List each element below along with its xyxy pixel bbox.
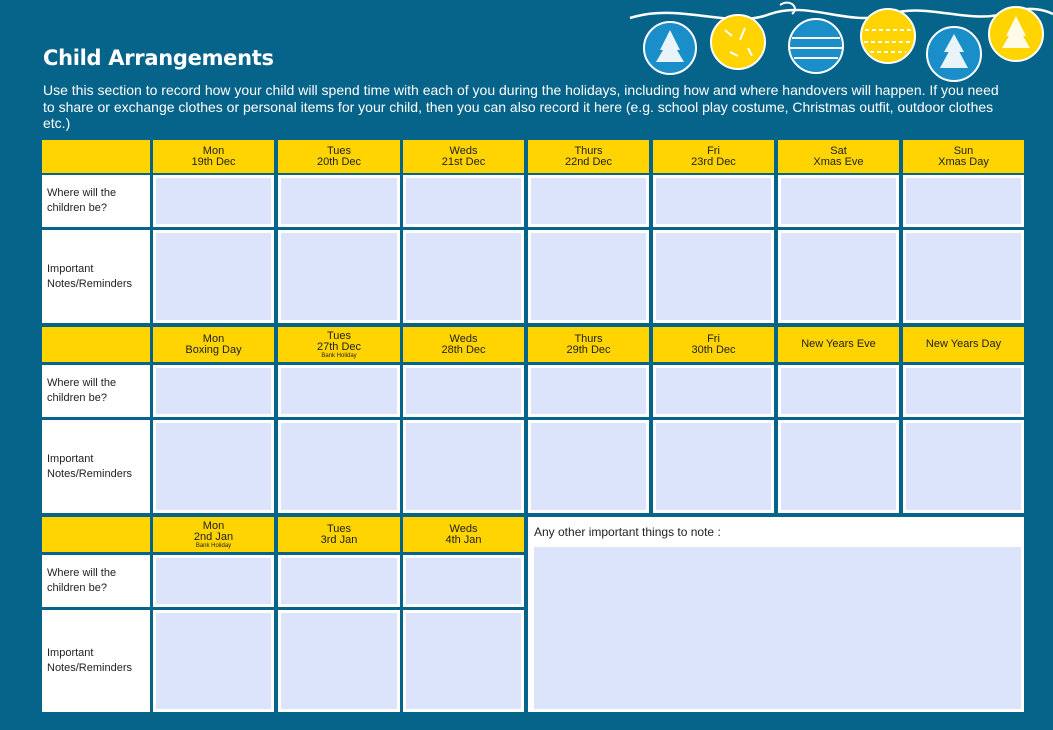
day-name: Tues bbox=[326, 329, 352, 342]
where-field[interactable] bbox=[903, 175, 1024, 227]
day-date: 23rd Dec bbox=[691, 155, 736, 168]
day-name: Thurs bbox=[574, 332, 603, 345]
row-label-notes bbox=[42, 420, 150, 513]
day-name: Sat bbox=[830, 144, 847, 157]
input-area[interactable] bbox=[156, 423, 271, 510]
day-header bbox=[778, 327, 899, 362]
day-header bbox=[653, 327, 774, 362]
where-field[interactable] bbox=[153, 365, 274, 417]
input-area[interactable] bbox=[281, 178, 397, 224]
input-area[interactable] bbox=[656, 178, 771, 224]
where-field[interactable] bbox=[278, 175, 400, 227]
row-label-text bbox=[47, 262, 132, 292]
input-area[interactable] bbox=[906, 178, 1021, 224]
notes-field[interactable] bbox=[653, 420, 774, 513]
day-name: Sun bbox=[953, 144, 974, 157]
input-area[interactable] bbox=[156, 558, 271, 604]
where-field[interactable] bbox=[278, 365, 400, 417]
day-name: Mon bbox=[202, 519, 225, 532]
row-label-text bbox=[47, 566, 116, 596]
label-line: Notes/Reminders bbox=[47, 467, 132, 480]
label-line: Notes/Reminders bbox=[47, 662, 132, 674]
header-corner bbox=[42, 327, 150, 362]
header-corner bbox=[42, 517, 150, 552]
row-label-where bbox=[42, 175, 150, 227]
day-header bbox=[903, 140, 1024, 173]
where-field[interactable] bbox=[153, 555, 274, 607]
label-line: Where will the bbox=[47, 187, 117, 199]
input-area[interactable] bbox=[156, 613, 271, 709]
input-area[interactable] bbox=[906, 368, 1021, 414]
input-area[interactable] bbox=[406, 178, 521, 224]
notes-field[interactable] bbox=[278, 230, 400, 323]
bank-holiday-note: Bank Holiday bbox=[195, 542, 232, 549]
notes-field[interactable] bbox=[153, 230, 274, 323]
notes-field[interactable] bbox=[528, 420, 649, 513]
input-area[interactable] bbox=[406, 613, 521, 709]
header-corner bbox=[42, 140, 150, 173]
input-area[interactable] bbox=[281, 423, 397, 510]
day-name: Mon bbox=[202, 332, 225, 345]
day-date: 21st Dec bbox=[441, 155, 486, 168]
input-area[interactable] bbox=[531, 368, 646, 414]
day-date: 3rd Jan bbox=[320, 533, 358, 546]
input-area[interactable] bbox=[531, 423, 646, 510]
where-field[interactable] bbox=[153, 175, 274, 227]
where-field[interactable] bbox=[528, 365, 649, 417]
other-notes-label: Any other important things to note : bbox=[534, 525, 721, 539]
input-area[interactable] bbox=[781, 423, 896, 510]
day-header bbox=[153, 327, 274, 362]
input-area[interactable] bbox=[406, 233, 521, 320]
row-label-where bbox=[42, 555, 150, 607]
day-header bbox=[153, 517, 274, 552]
notes-field[interactable] bbox=[153, 420, 274, 513]
label-line: children be? bbox=[47, 202, 107, 214]
other-notes-input[interactable] bbox=[534, 547, 1021, 709]
label-line: children be? bbox=[47, 392, 107, 404]
day-header bbox=[778, 140, 899, 173]
day-header bbox=[528, 327, 649, 362]
where-field[interactable] bbox=[403, 365, 524, 417]
input-area[interactable] bbox=[531, 233, 646, 320]
row-label-text bbox=[47, 646, 132, 676]
input-area[interactable] bbox=[906, 423, 1021, 510]
notes-field[interactable] bbox=[403, 610, 524, 712]
notes-field[interactable] bbox=[653, 230, 774, 323]
day-name: Mon bbox=[202, 144, 225, 157]
label-line: Important bbox=[47, 452, 94, 465]
day-name: Weds bbox=[449, 332, 478, 345]
day-name: Fri bbox=[707, 332, 720, 345]
input-area[interactable] bbox=[656, 423, 771, 510]
day-date: 30th Dec bbox=[691, 343, 736, 356]
day-header bbox=[278, 140, 400, 173]
notes-field[interactable] bbox=[278, 610, 400, 712]
row-label-text bbox=[47, 452, 132, 482]
input-area[interactable] bbox=[656, 368, 771, 414]
day-header bbox=[403, 140, 524, 173]
day-date: 27th Dec bbox=[316, 340, 362, 353]
intro-text: Use this section to record how your child will spend time with each of you during the holidays, including how and where handovers will happen. If you need to share or exchange clothes or personal items for your child, then you can also record it here (e.g. school play costume, Christmas outfit, outdoor clothes etc.) bbox=[43, 82, 999, 131]
day-name: Tues bbox=[326, 144, 352, 157]
row-label-where bbox=[42, 365, 150, 417]
notes-field[interactable] bbox=[403, 420, 524, 513]
day-name: Thurs bbox=[574, 144, 603, 157]
notes-field[interactable] bbox=[778, 420, 899, 513]
day-name: Tues bbox=[326, 522, 352, 535]
day-header bbox=[653, 140, 774, 173]
notes-field[interactable] bbox=[903, 230, 1024, 323]
input-area[interactable] bbox=[281, 613, 397, 709]
day-date: 19th Dec bbox=[191, 155, 236, 168]
other-notes-panel bbox=[528, 517, 1024, 712]
day-date: 4th Jan bbox=[445, 533, 482, 546]
bauble-decoration-icon bbox=[620, 0, 1053, 90]
input-area[interactable] bbox=[406, 368, 521, 414]
where-field[interactable] bbox=[403, 555, 524, 607]
day-header bbox=[153, 140, 274, 173]
input-area[interactable] bbox=[906, 233, 1021, 320]
day-date: Xmas Eve bbox=[813, 155, 864, 168]
notes-field[interactable] bbox=[778, 230, 899, 323]
input-area[interactable] bbox=[406, 558, 521, 604]
notes-field[interactable] bbox=[153, 610, 274, 712]
where-field[interactable] bbox=[778, 365, 899, 417]
page-title: Child Arrangements bbox=[43, 46, 274, 70]
where-field[interactable] bbox=[403, 175, 524, 227]
where-field[interactable] bbox=[528, 175, 649, 227]
day-date: Boxing Day bbox=[185, 343, 242, 356]
notes-field[interactable] bbox=[278, 420, 400, 513]
label-line: Important bbox=[47, 647, 94, 659]
day-header bbox=[528, 140, 649, 173]
row-label-notes bbox=[42, 610, 150, 712]
day-name: New Years Eve bbox=[801, 338, 876, 350]
notes-field[interactable] bbox=[528, 230, 649, 323]
input-area[interactable] bbox=[531, 178, 646, 224]
input-area[interactable] bbox=[281, 233, 397, 320]
day-date: 2nd Jan bbox=[193, 530, 234, 543]
input-area[interactable] bbox=[281, 368, 397, 414]
bank-holiday-note: Bank Holiday bbox=[321, 352, 357, 359]
label-line: children be? bbox=[47, 582, 107, 594]
where-field[interactable] bbox=[653, 365, 774, 417]
day-name: New Years Day bbox=[925, 338, 1002, 350]
label-line: Important bbox=[47, 262, 94, 275]
day-header bbox=[278, 517, 400, 552]
input-area[interactable] bbox=[156, 368, 271, 414]
day-name: Weds bbox=[449, 522, 478, 535]
notes-field[interactable] bbox=[903, 420, 1024, 513]
label-line: Where will the bbox=[47, 377, 117, 389]
day-date: 20th Dec bbox=[316, 155, 362, 168]
input-area[interactable] bbox=[781, 178, 896, 224]
input-area[interactable] bbox=[781, 233, 896, 320]
input-area[interactable] bbox=[781, 368, 896, 414]
day-name: Weds bbox=[449, 144, 478, 157]
input-area[interactable] bbox=[406, 423, 521, 510]
day-name: Fri bbox=[707, 144, 720, 157]
input-area[interactable] bbox=[656, 233, 771, 320]
day-date: 28th Dec bbox=[441, 343, 486, 356]
label-line: Where will the bbox=[47, 567, 117, 579]
notes-field[interactable] bbox=[403, 230, 524, 323]
where-field[interactable] bbox=[778, 175, 899, 227]
day-header bbox=[278, 327, 400, 362]
day-date: 29th Dec bbox=[566, 343, 611, 356]
row-label-text bbox=[47, 186, 116, 216]
day-date: 22nd Dec bbox=[564, 155, 613, 168]
day-header bbox=[403, 517, 524, 552]
where-field[interactable] bbox=[653, 175, 774, 227]
input-area[interactable] bbox=[156, 233, 271, 320]
day-date: Xmas Day bbox=[938, 155, 989, 168]
day-header bbox=[903, 327, 1024, 362]
input-area[interactable] bbox=[281, 558, 397, 604]
row-label-notes bbox=[42, 230, 150, 323]
row-label-text bbox=[47, 376, 116, 406]
day-header bbox=[403, 327, 524, 362]
where-field[interactable] bbox=[278, 555, 400, 607]
where-field[interactable] bbox=[903, 365, 1024, 417]
label-line: Notes/Reminders bbox=[47, 277, 132, 290]
input-area[interactable] bbox=[156, 178, 271, 224]
